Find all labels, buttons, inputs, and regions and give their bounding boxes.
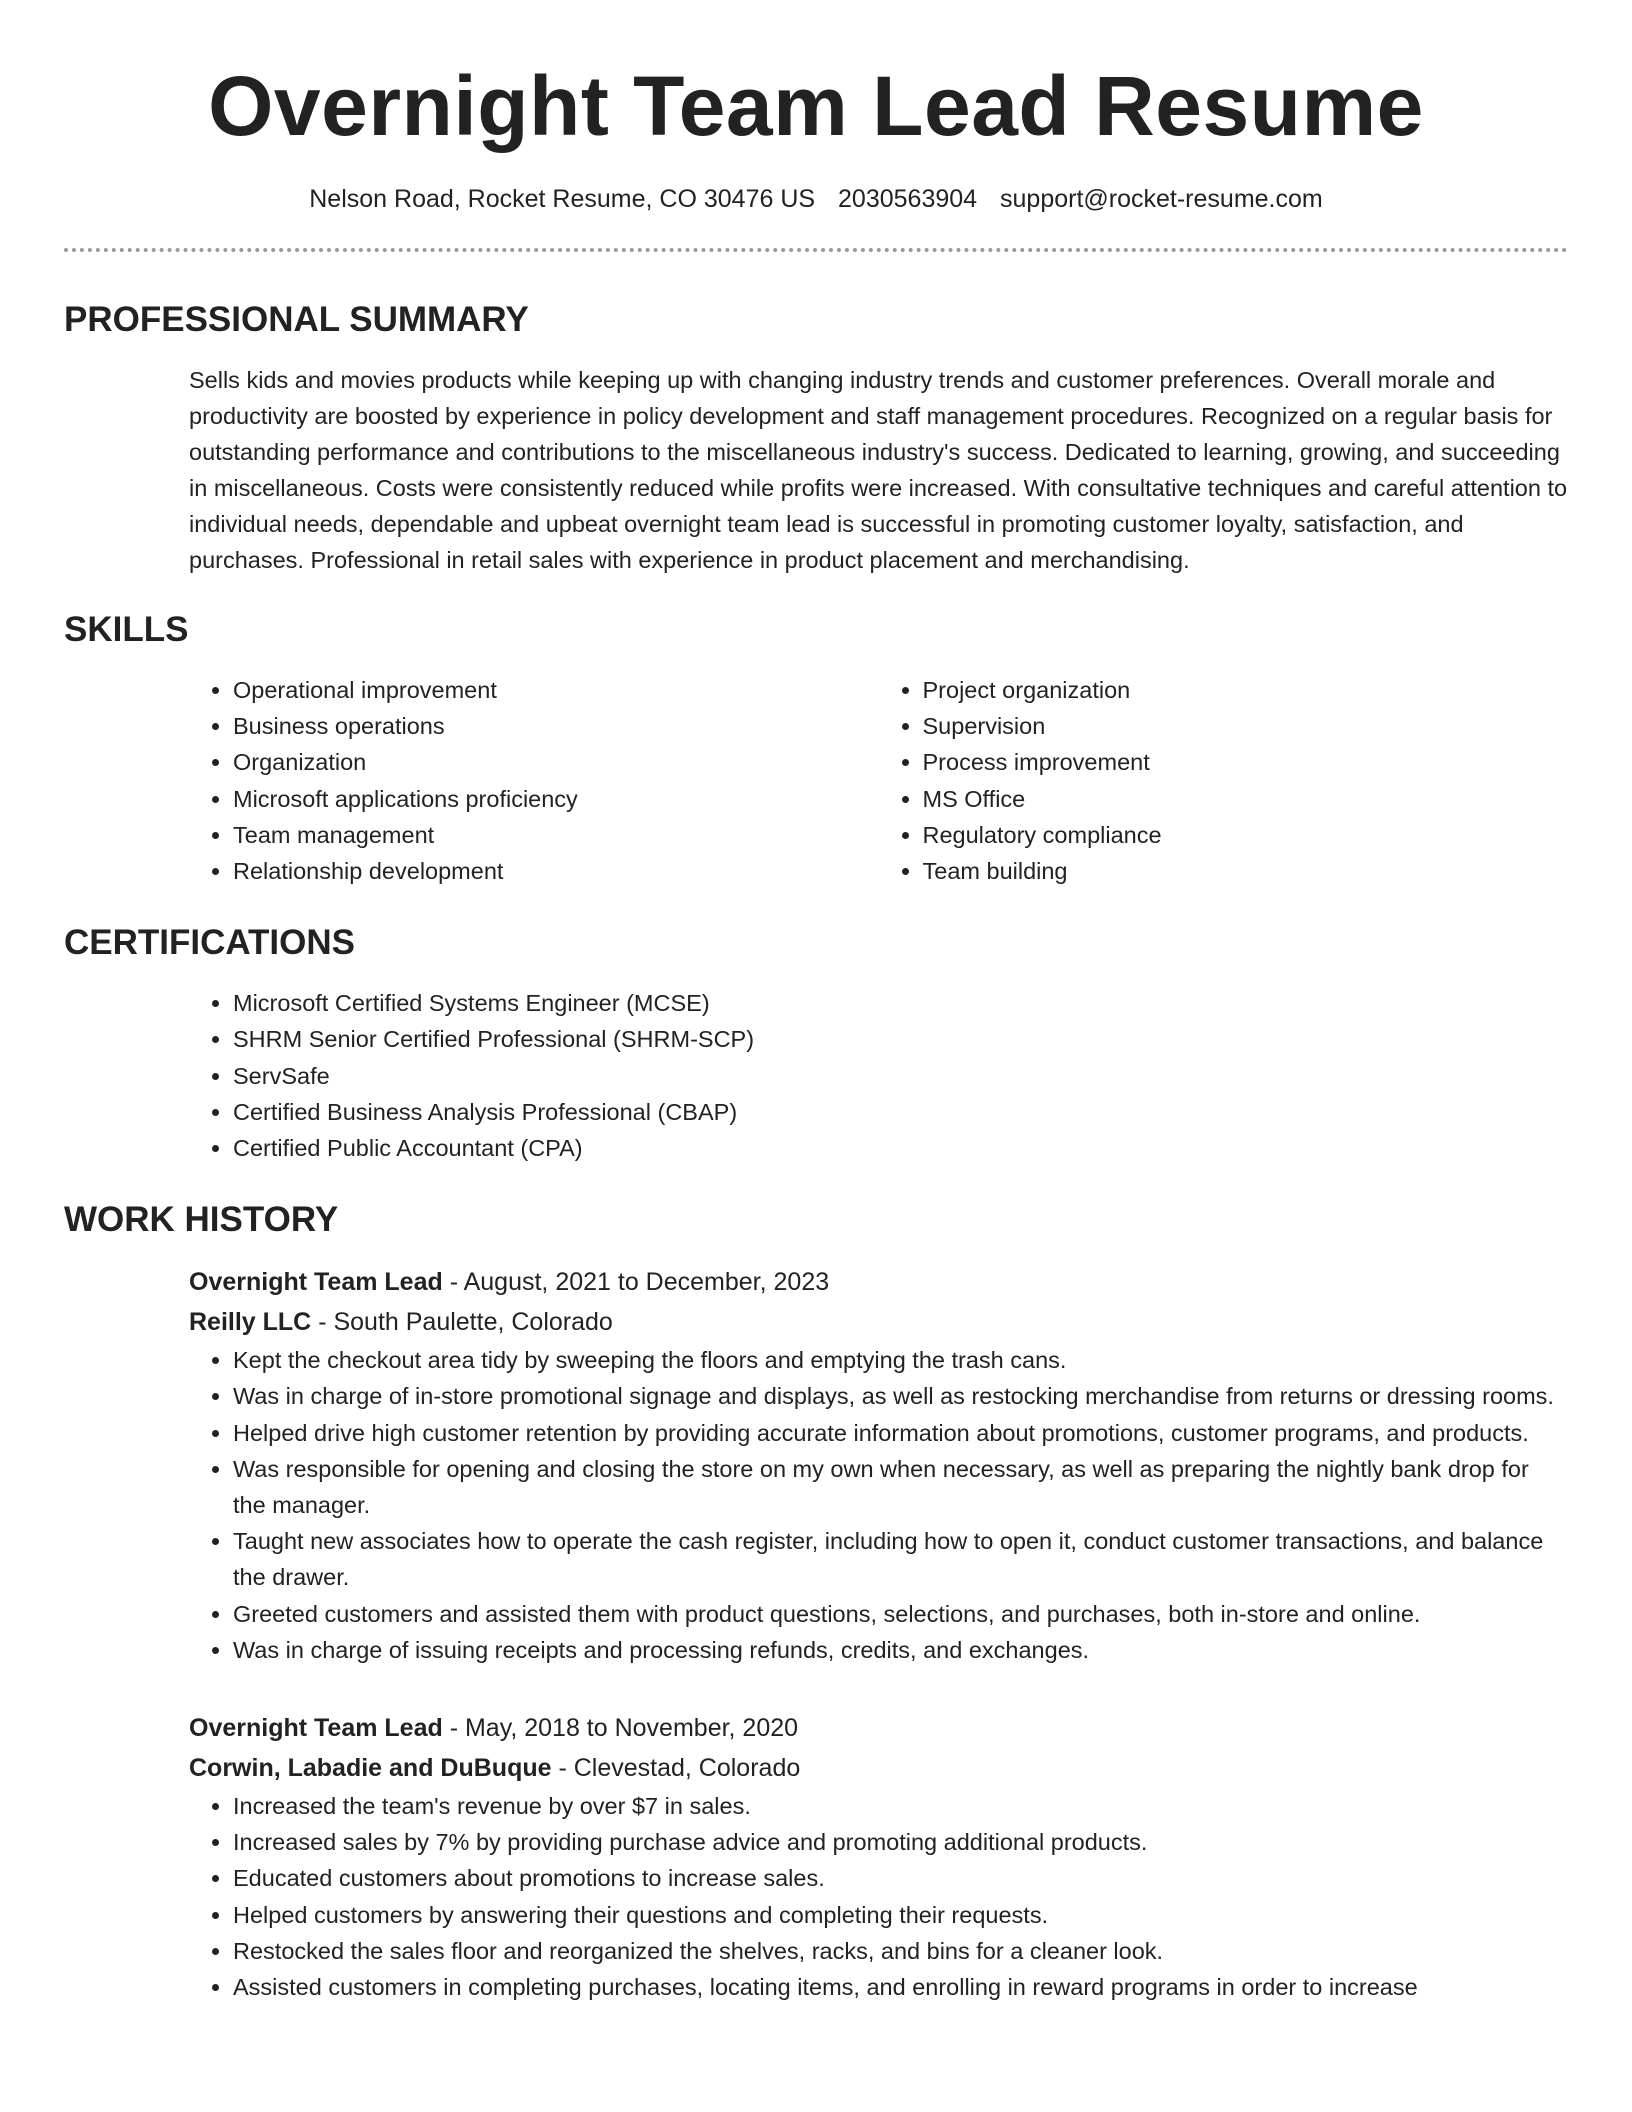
- summary-text: Sells kids and movies products while keeping up with changing industry trends and customer preferences. Overall morale and productivity are boosted by experience in policy development and staff management procedures. Recognized on a regular basis for outstanding performance and contributions to the miscellaneous industry's success. Dedicated to learning, growing, and succeeding in miscellaneous. Costs were consistently reduced while profits were increased. With consultative techniques and careful attention to individual needs, dependable and upbeat overnight team lead is successful in promoting customer loyalty, satisfaction, and purchases. Professional in retail sales with experience in product placement and merchandising.: [189, 367, 1568, 573]
- summary-section: [64, 298, 1568, 578]
- job-title-line: [189, 1262, 1568, 1302]
- job-bullet: • Greeted customers and assisted them with product questions, selections, and purchases, both in-store and online.: [233, 1596, 1568, 1632]
- contact-address: Nelson Road, Rocket Resume, CO 30476 US: [309, 185, 816, 213]
- job-entry: [189, 1262, 1568, 1668]
- certification-item: • ServSafe: [233, 1058, 1568, 1094]
- job-title-line: [189, 1708, 1568, 1748]
- job-company-line: [189, 1302, 1568, 1342]
- job-bullet: • Was in charge of issuing receipts and processing refunds, credits, and exchanges.: [233, 1632, 1568, 1668]
- job-dates: - August, 2021 to December, 2023: [442, 1268, 830, 1297]
- certifications-section: [64, 921, 1568, 1166]
- contact-email: support@rocket-resume.com: [1000, 185, 1323, 213]
- job-title: Overnight Team Lead: [189, 1714, 443, 1743]
- certification-item: • Certified Business Analysis Professional (CBAP): [233, 1094, 1568, 1130]
- job-company: Corwin, Labadie and DuBuque: [189, 1754, 552, 1783]
- skill-item: • MS Office: [923, 781, 1569, 817]
- job-company-line: [189, 1748, 1568, 1788]
- skill-item: • Microsoft applications proficiency: [233, 781, 879, 817]
- certifications-list: [189, 985, 1568, 1166]
- certification-item: • Microsoft Certified Systems Engineer (MCSE): [233, 985, 1568, 1021]
- skills-heading: SKILLS: [64, 610, 189, 649]
- job-bullet: • Restocked the sales floor and reorganized the shelves, racks, and bins for a cleaner look.: [233, 1933, 1568, 1969]
- certifications-heading: CERTIFICATIONS: [64, 923, 356, 963]
- job-entry: [189, 1708, 1568, 2005]
- job-bullet: • Educated customers about promotions to increase sales.: [233, 1860, 1568, 1896]
- header-divider: [64, 248, 1568, 252]
- skill-item: • Operational improvement: [233, 672, 879, 708]
- job-bullets: [189, 1342, 1568, 1668]
- job-location: - South Paulette, Colorado: [311, 1308, 613, 1337]
- job-bullet: • Was responsible for opening and closing the store on my own when necessary, as well as preparing the nightly bank drop for the manager.: [233, 1451, 1568, 1523]
- skills-section: [64, 608, 1568, 889]
- skill-item: • Relationship development: [233, 853, 879, 889]
- job-bullet: • Assisted customers in completing purchases, locating items, and enrolling in reward programs in order to increase: [233, 1969, 1568, 2005]
- job-bullets: [189, 1788, 1568, 2005]
- skill-item: • Regulatory compliance: [923, 817, 1569, 853]
- certification-item: • SHRM Senior Certified Professional (SHRM-SCP): [233, 1021, 1568, 1057]
- contact-phone: 2030563904: [838, 185, 978, 213]
- skill-item: • Team management: [233, 817, 879, 853]
- skill-item: • Process improvement: [923, 744, 1569, 780]
- job-bullet: • Increased the team's revenue by over $7 in sales.: [233, 1788, 1568, 1824]
- job-bullet: • Kept the checkout area tidy by sweeping the floors and emptying the trash cans.: [233, 1342, 1568, 1378]
- skill-item: • Organization: [233, 744, 879, 780]
- job-company: Reilly LLC: [189, 1308, 312, 1337]
- work-history-heading: WORK HISTORY: [64, 1200, 339, 1240]
- job-bullet: • Helped drive high customer retention by providing accurate information about promotions, customer programs, and products.: [233, 1415, 1568, 1451]
- resume-title: Overnight Team Lead Resume: [208, 59, 1424, 153]
- job-bullet: • Increased sales by 7% by providing purchase advice and promoting additional products.: [233, 1824, 1568, 1860]
- skills-right-column: [879, 672, 1569, 889]
- skills-grid: [189, 672, 1568, 889]
- certification-item: • Certified Public Accountant (CPA): [233, 1130, 1568, 1166]
- work-history-section: [64, 1198, 1568, 2005]
- job-title: Overnight Team Lead: [189, 1268, 443, 1297]
- contact-info: [64, 182, 1568, 216]
- skill-item: • Supervision: [923, 708, 1569, 744]
- skill-item: • Project organization: [923, 672, 1569, 708]
- job-dates: - May, 2018 to November, 2020: [442, 1714, 799, 1743]
- job-bullet: • Taught new associates how to operate the cash register, including how to open it, conduct customer transactions, and balance the drawer.: [233, 1523, 1568, 1595]
- job-bullet: • Was in charge of in-store promotional signage and displays, as well as restocking merchandise from returns or dressing rooms.: [233, 1378, 1568, 1414]
- job-location: - Clevestad, Colorado: [551, 1754, 801, 1783]
- summary-heading: PROFESSIONAL SUMMARY: [64, 300, 529, 339]
- skill-item: • Team building: [923, 853, 1569, 889]
- skill-item: • Business operations: [233, 708, 879, 744]
- resume-page: [64, 0, 1568, 2005]
- skills-left-column: [189, 672, 879, 889]
- job-bullet: • Helped customers by answering their questions and completing their requests.: [233, 1897, 1568, 1933]
